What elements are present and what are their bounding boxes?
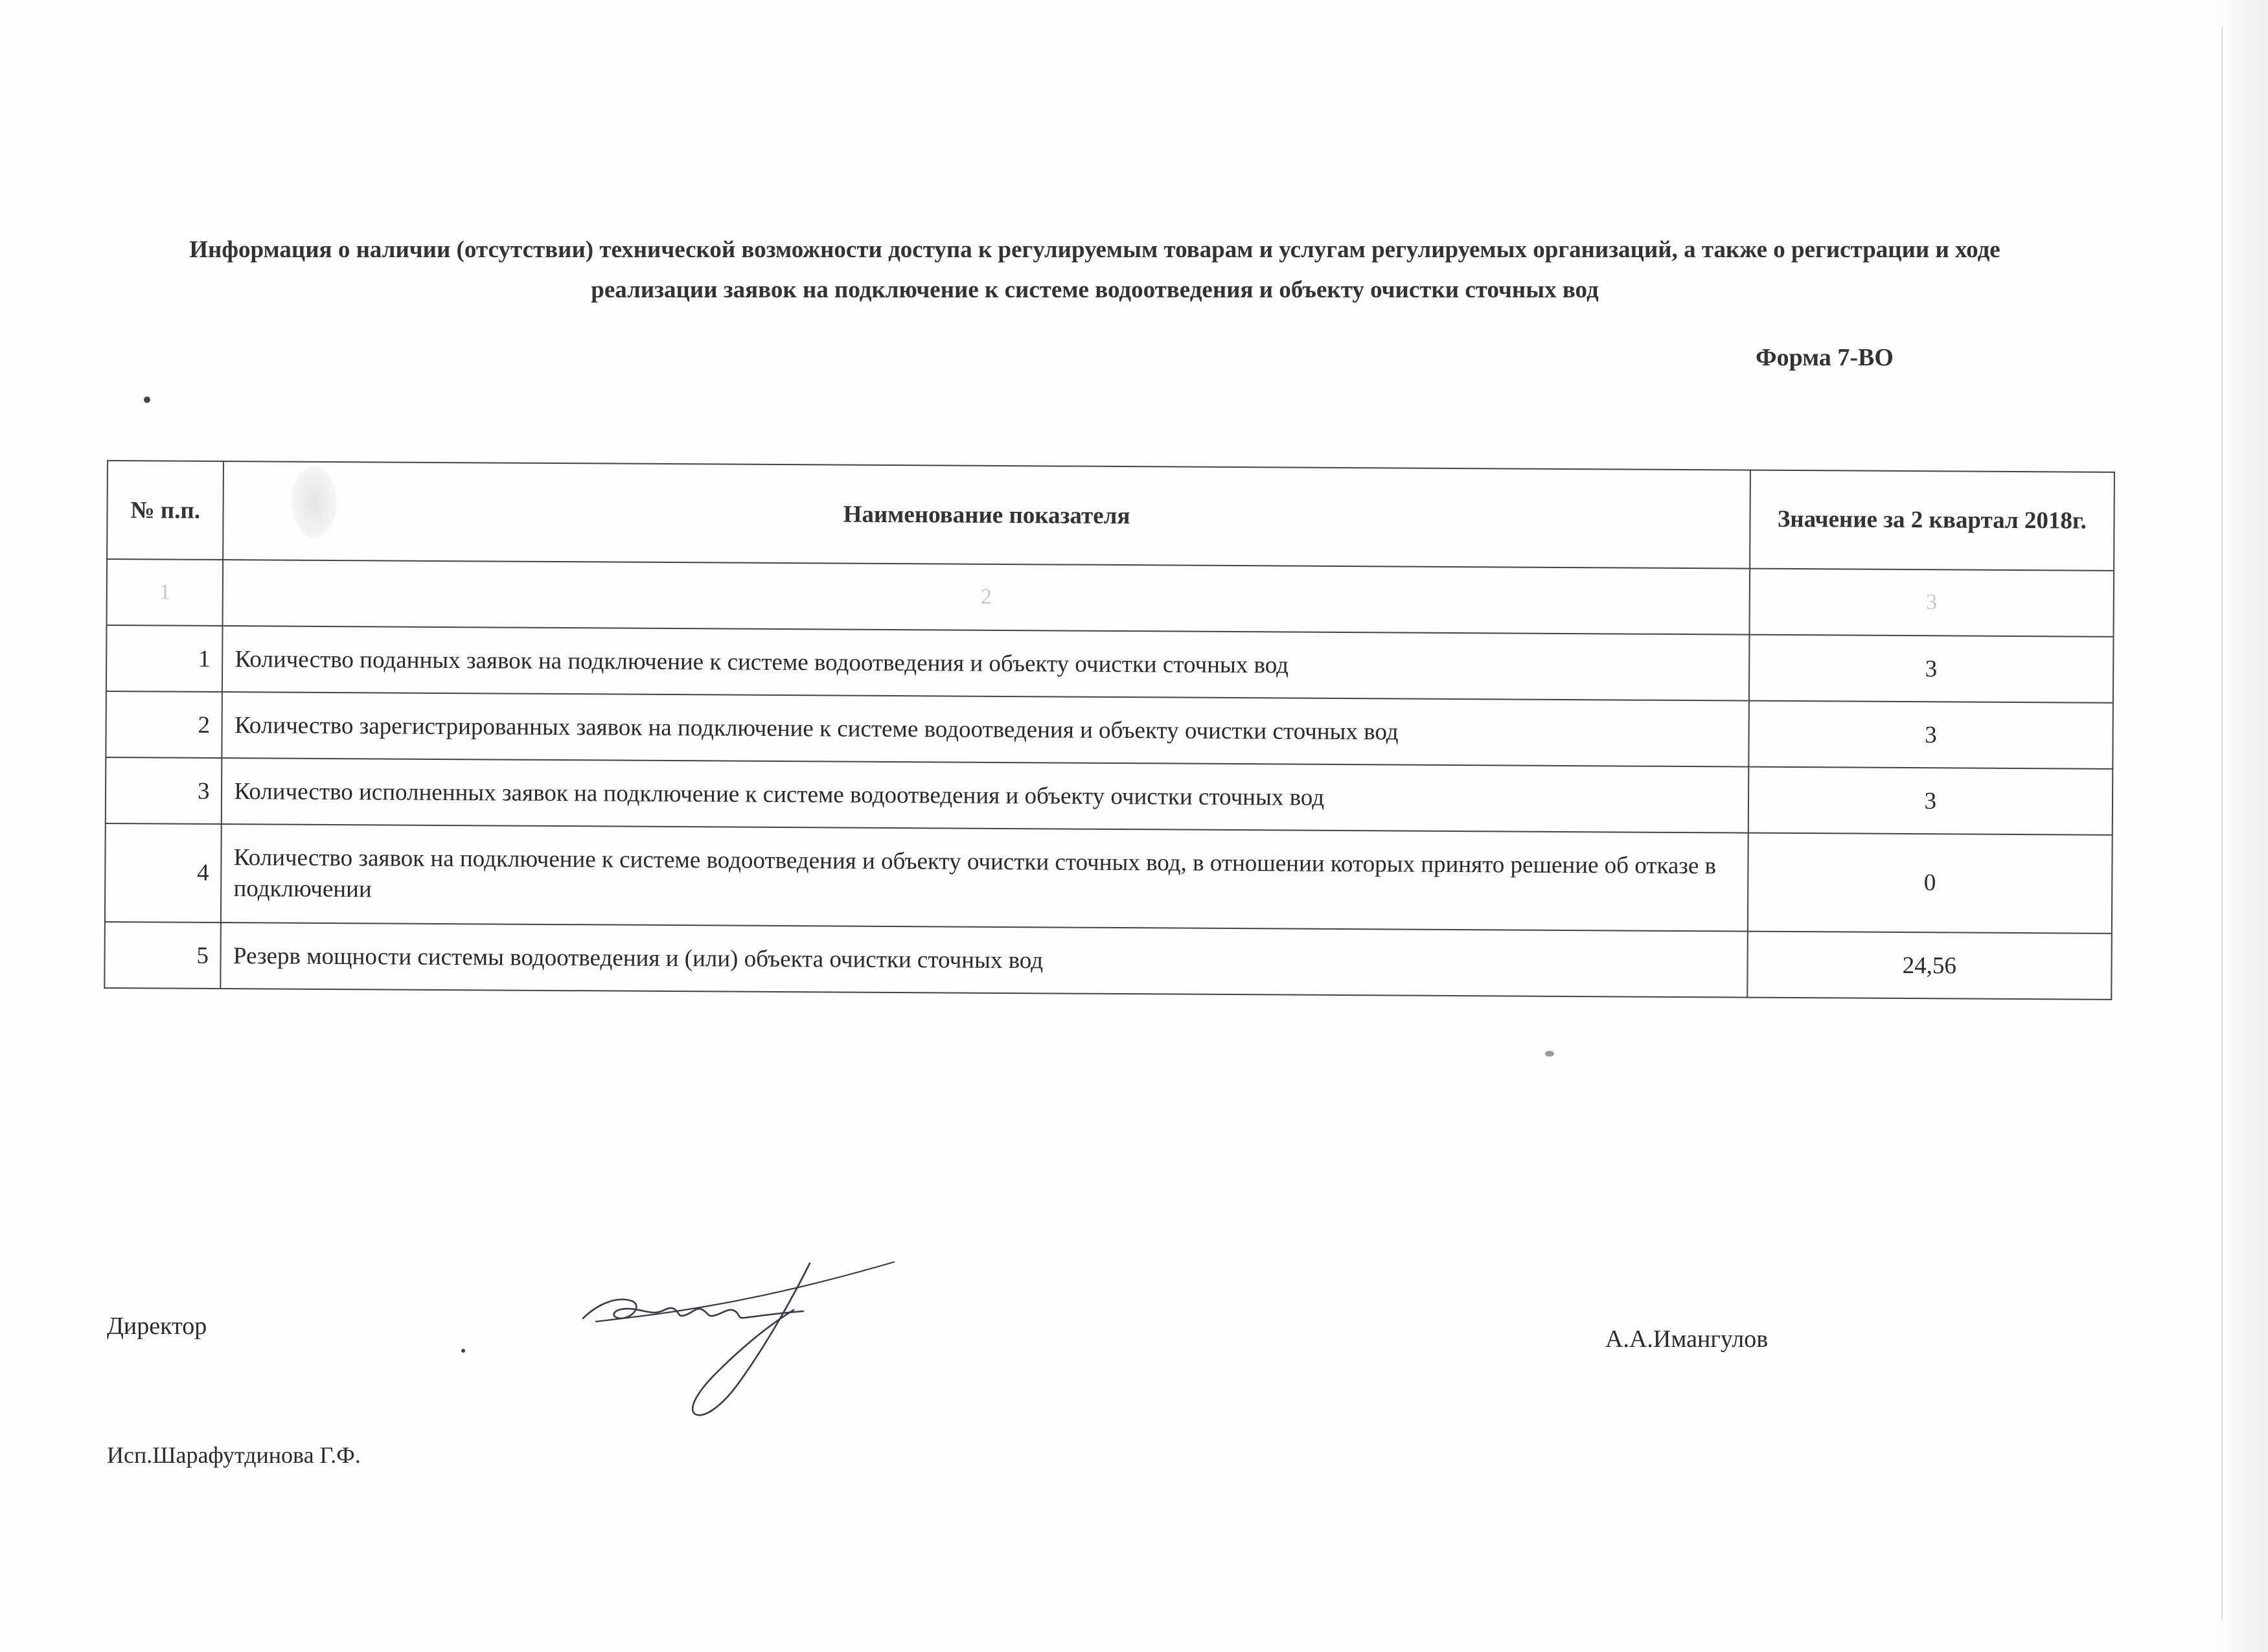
speck-mark bbox=[144, 396, 150, 403]
table-row bbox=[104, 922, 2112, 1000]
row-num: 4 bbox=[105, 823, 222, 923]
row-value: 24,56 bbox=[1747, 932, 2112, 1000]
header-name: Наименование показателя bbox=[223, 461, 1750, 569]
table-header-row bbox=[107, 461, 2114, 571]
table-row bbox=[105, 823, 2113, 934]
speck-mark bbox=[461, 1349, 465, 1353]
row-num: 3 bbox=[106, 757, 222, 824]
index-cell: 2 bbox=[223, 560, 1750, 635]
index-cell: 1 bbox=[107, 559, 223, 626]
row-num: 5 bbox=[104, 922, 221, 989]
indicators-table bbox=[104, 460, 2115, 1000]
handwritten-signature bbox=[570, 1250, 907, 1425]
row-value: 3 bbox=[1749, 635, 2114, 703]
executor-name: Исп.Шарафутдинова Г.Ф. bbox=[107, 1442, 361, 1468]
row-value: 3 bbox=[1748, 767, 2113, 835]
row-name: Количество поданных заявок на подключение к системе водоотведения и объекту очистки сточных вод bbox=[222, 626, 1749, 701]
page-edge-shadow bbox=[2216, 0, 2268, 1652]
row-name: Количество зарегистрированных заявок на подключение к системе водоотведения и объекту очистки сточных вод bbox=[222, 692, 1749, 767]
signer-role: Директор bbox=[107, 1313, 207, 1340]
row-value: 3 bbox=[1748, 701, 2113, 769]
speck-mark bbox=[1545, 1051, 1554, 1057]
page-fold-line bbox=[2221, 26, 2223, 1620]
document-title: Информация о наличии (отсутствии) технической возможности доступа к регулируемым товарам и услугам регулируемых организаций, а также о регистрации и ходе реализации заявок на подключение к системе водоотведения и объекту очистки сточных вод bbox=[189, 236, 2000, 303]
row-name: Количество заявок на подключение к системе водоотведения и объекту очистки сточных вод, в отношении которых принято решение об отказе в подключении bbox=[221, 824, 1748, 932]
header-num: № п.п. bbox=[107, 461, 223, 560]
row-name: Резерв мощности системы водоотведения и (или) объекта очистки сточных вод bbox=[221, 923, 1748, 998]
row-value: 0 bbox=[1747, 833, 2112, 934]
form-label: Форма 7-ВО bbox=[1756, 344, 1894, 371]
row-num: 2 bbox=[106, 691, 222, 758]
table-row bbox=[106, 757, 2113, 835]
index-cell: 3 bbox=[1749, 569, 2114, 637]
row-name: Количество исполненных заявок на подключение к системе водоотведения и объекту очистки сточных вод bbox=[222, 758, 1748, 833]
table-row bbox=[106, 691, 2113, 769]
table-row bbox=[106, 625, 2114, 703]
signer-name: А.А.Имангулов bbox=[1605, 1325, 1769, 1353]
header-value: Значение за 2 квартал 2018г. bbox=[1750, 470, 2114, 571]
row-num: 1 bbox=[106, 625, 223, 692]
table-index-row bbox=[107, 559, 2114, 637]
